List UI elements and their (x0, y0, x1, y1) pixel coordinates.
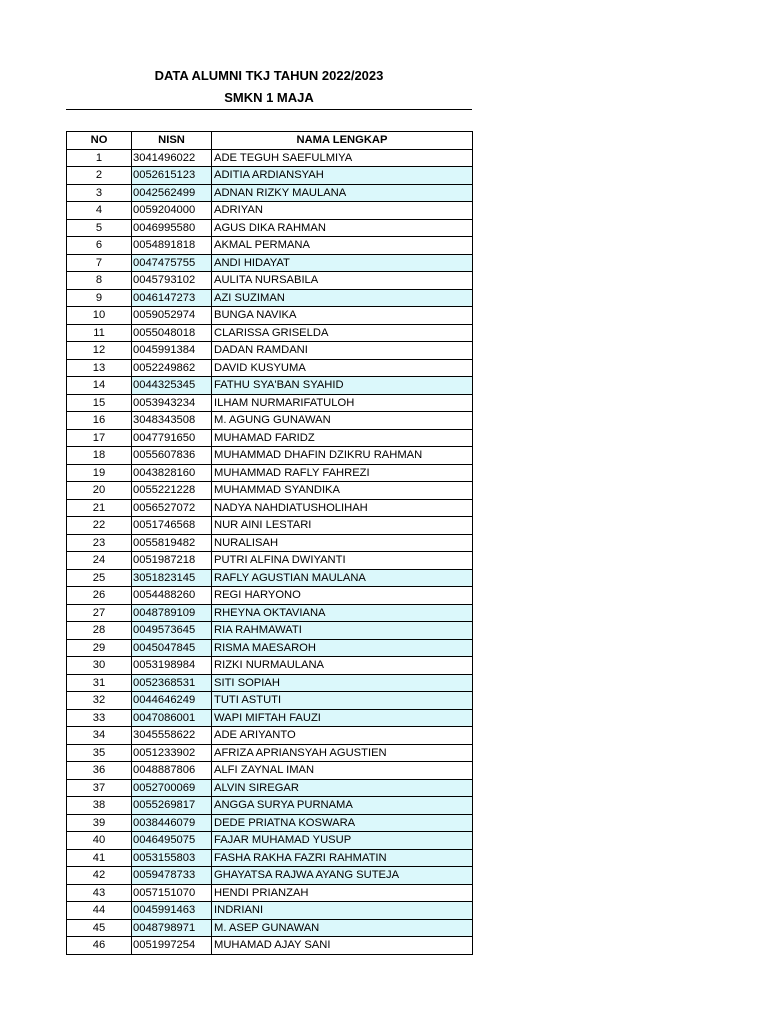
table-row (67, 937, 473, 955)
table-row (67, 429, 473, 447)
table-row (67, 884, 473, 902)
nisn-cell: 0052249862 (132, 359, 212, 377)
row-number-cell: 7 (67, 254, 132, 272)
row-number-cell: 37 (67, 779, 132, 797)
name-cell: ADITIA ARDIANSYAH (212, 167, 473, 185)
row-number-cell: 1 (67, 149, 132, 167)
name-cell: NURALISAH (212, 534, 473, 552)
nisn-cell: 0049573645 (132, 622, 212, 640)
nisn-cell: 0047086001 (132, 709, 212, 727)
table-row (67, 657, 473, 675)
table-row (67, 867, 473, 885)
row-number-cell: 44 (67, 902, 132, 920)
table-row (67, 674, 473, 692)
table-row (67, 849, 473, 867)
table-row (67, 167, 473, 185)
row-number-cell: 45 (67, 919, 132, 937)
nisn-cell: 0046995580 (132, 219, 212, 237)
row-number-cell: 28 (67, 622, 132, 640)
name-cell: ADRIYAN (212, 202, 473, 220)
name-cell: ANDI HIDAYAT (212, 254, 473, 272)
row-number-cell: 29 (67, 639, 132, 657)
row-number-cell: 5 (67, 219, 132, 237)
table-row (67, 762, 473, 780)
table-row (67, 359, 473, 377)
row-number-cell: 11 (67, 324, 132, 342)
row-number-cell: 3 (67, 184, 132, 202)
name-cell: FAJAR MUHAMAD YUSUP (212, 832, 473, 850)
table-row (67, 307, 473, 325)
row-number-cell: 8 (67, 272, 132, 290)
table-row (67, 149, 473, 167)
name-cell: RIZKI NURMAULANA (212, 657, 473, 675)
table-row (67, 499, 473, 517)
alumni-table (66, 131, 473, 955)
nisn-cell: 0045991384 (132, 342, 212, 360)
row-number-cell: 34 (67, 727, 132, 745)
row-number-cell: 20 (67, 482, 132, 500)
name-cell: HENDI PRIANZAH (212, 884, 473, 902)
table-row (67, 604, 473, 622)
nisn-cell: 0055607836 (132, 447, 212, 465)
table-row (67, 534, 473, 552)
name-cell: TUTI ASTUTI (212, 692, 473, 710)
table-row (67, 552, 473, 570)
nisn-cell: 0053943234 (132, 394, 212, 412)
table-row (67, 464, 473, 482)
nisn-cell: 0059204000 (132, 202, 212, 220)
name-cell: PUTRI ALFINA DWIYANTI (212, 552, 473, 570)
name-cell: ALFI ZAYNAL IMAN (212, 762, 473, 780)
nisn-cell: 0051746568 (132, 517, 212, 535)
name-cell: RHEYNA OKTAVIANA (212, 604, 473, 622)
name-cell: AULITA NURSABILA (212, 272, 473, 290)
nisn-cell: 0051987218 (132, 552, 212, 570)
name-cell: WAPI MIFTAH FAUZI (212, 709, 473, 727)
name-cell: M. ASEP GUNAWAN (212, 919, 473, 937)
nisn-cell: 0051233902 (132, 744, 212, 762)
nisn-cell: 0055269817 (132, 797, 212, 815)
table-row (67, 324, 473, 342)
table-row (67, 412, 473, 430)
name-cell: DEDE PRIATNA KOSWARA (212, 814, 473, 832)
nisn-cell: 0038446079 (132, 814, 212, 832)
table-header-row (67, 132, 473, 150)
row-number-cell: 38 (67, 797, 132, 815)
row-number-cell: 16 (67, 412, 132, 430)
nisn-cell: 0059052974 (132, 307, 212, 325)
nisn-cell: 3051823145 (132, 569, 212, 587)
table-row (67, 289, 473, 307)
nisn-cell: 0044325345 (132, 377, 212, 395)
name-cell: ADNAN RIZKY MAULANA (212, 184, 473, 202)
row-number-cell: 6 (67, 237, 132, 255)
document-title: DATA ALUMNI TKJ TAHUN 2022/2023 (154, 68, 384, 83)
row-number-cell: 14 (67, 377, 132, 395)
name-cell: M. AGUNG GUNAWAN (212, 412, 473, 430)
table-row (67, 797, 473, 815)
nisn-cell: 0052615123 (132, 167, 212, 185)
table-row (67, 272, 473, 290)
name-cell: MUHAMAD AJAY SANI (212, 937, 473, 955)
name-cell: FATHU SYA'BAN SYAHID (212, 377, 473, 395)
name-cell: BUNGA NAVIKA (212, 307, 473, 325)
name-cell: SITI SOPIAH (212, 674, 473, 692)
row-number-cell: 43 (67, 884, 132, 902)
nisn-cell: 0047475755 (132, 254, 212, 272)
row-number-cell: 4 (67, 202, 132, 220)
table-row (67, 219, 473, 237)
row-number-cell: 19 (67, 464, 132, 482)
table-row (67, 639, 473, 657)
nisn-cell: 0059478733 (132, 867, 212, 885)
name-cell: NADYA NAHDIATUSHOLIHAH (212, 499, 473, 517)
table-row (67, 814, 473, 832)
table-row (67, 622, 473, 640)
table-body (67, 149, 473, 954)
name-cell: FASHA RAKHA FAZRI RAHMATIN (212, 849, 473, 867)
nisn-cell: 0042562499 (132, 184, 212, 202)
nisn-cell: 0045991463 (132, 902, 212, 920)
nisn-cell: 0048887806 (132, 762, 212, 780)
row-number-cell: 40 (67, 832, 132, 850)
row-number-cell: 36 (67, 762, 132, 780)
nisn-cell: 0053155803 (132, 849, 212, 867)
name-cell: AGUS DIKA RAHMAN (212, 219, 473, 237)
nisn-cell: 3041496022 (132, 149, 212, 167)
table-row (67, 447, 473, 465)
name-cell: CLARISSA GRISELDA (212, 324, 473, 342)
nisn-cell: 0048789109 (132, 604, 212, 622)
table-row (67, 517, 473, 535)
nisn-cell: 3048343508 (132, 412, 212, 430)
row-number-cell: 42 (67, 867, 132, 885)
table-row (67, 482, 473, 500)
name-cell: RAFLY AGUSTIAN MAULANA (212, 569, 473, 587)
name-cell: MUHAMMAD SYANDIKA (212, 482, 473, 500)
row-number-cell: 13 (67, 359, 132, 377)
name-cell: ILHAM NURMARIFATULOH (212, 394, 473, 412)
header-name: NAMA LENGKAP (212, 132, 473, 150)
table-row (67, 779, 473, 797)
row-number-cell: 27 (67, 604, 132, 622)
nisn-cell: 0045793102 (132, 272, 212, 290)
row-number-cell: 10 (67, 307, 132, 325)
row-number-cell: 32 (67, 692, 132, 710)
table-row (67, 237, 473, 255)
header-nisn: NISN (132, 132, 212, 150)
nisn-cell: 0052368531 (132, 674, 212, 692)
name-cell: ADE TEGUH SAEFULMIYA (212, 149, 473, 167)
nisn-cell: 3045558622 (132, 727, 212, 745)
table-row (67, 587, 473, 605)
name-cell: AKMAL PERMANA (212, 237, 473, 255)
row-number-cell: 9 (67, 289, 132, 307)
table-row (67, 184, 473, 202)
row-number-cell: 30 (67, 657, 132, 675)
nisn-cell: 0052700069 (132, 779, 212, 797)
name-cell: ALVIN SIREGAR (212, 779, 473, 797)
row-number-cell: 24 (67, 552, 132, 570)
name-cell: AZI SUZIMAN (212, 289, 473, 307)
name-cell: INDRIANI (212, 902, 473, 920)
nisn-cell: 0048798971 (132, 919, 212, 937)
table-row (67, 727, 473, 745)
row-number-cell: 22 (67, 517, 132, 535)
nisn-cell: 0047791650 (132, 429, 212, 447)
table-row (67, 902, 473, 920)
row-number-cell: 26 (67, 587, 132, 605)
table-row (67, 202, 473, 220)
name-cell: RIA RAHMAWATI (212, 622, 473, 640)
row-number-cell: 2 (67, 167, 132, 185)
nisn-cell: 0043828160 (132, 464, 212, 482)
table-row (67, 254, 473, 272)
nisn-cell: 0057151070 (132, 884, 212, 902)
table-row (67, 342, 473, 360)
table-row (67, 569, 473, 587)
row-number-cell: 41 (67, 849, 132, 867)
header-no: NO (67, 132, 132, 150)
name-cell: MUHAMAD FARIDZ (212, 429, 473, 447)
table-row (67, 709, 473, 727)
row-number-cell: 15 (67, 394, 132, 412)
row-number-cell: 12 (67, 342, 132, 360)
nisn-cell: 0055819482 (132, 534, 212, 552)
row-number-cell: 46 (67, 937, 132, 955)
table-row (67, 394, 473, 412)
row-number-cell: 39 (67, 814, 132, 832)
row-number-cell: 17 (67, 429, 132, 447)
name-cell: MUHAMMAD RAFLY FAHREZI (212, 464, 473, 482)
nisn-cell: 0046147273 (132, 289, 212, 307)
nisn-cell: 0051997254 (132, 937, 212, 955)
row-number-cell: 35 (67, 744, 132, 762)
row-number-cell: 18 (67, 447, 132, 465)
table-row (67, 919, 473, 937)
table-row (67, 832, 473, 850)
title-divider (66, 109, 472, 110)
name-cell: AFRIZA APRIANSYAH AGUSTIEN (212, 744, 473, 762)
table-row (67, 692, 473, 710)
name-cell: RISMA MAESAROH (212, 639, 473, 657)
name-cell: NUR AINI LESTARI (212, 517, 473, 535)
name-cell: ADE ARIYANTO (212, 727, 473, 745)
nisn-cell: 0053198984 (132, 657, 212, 675)
table-row (67, 377, 473, 395)
name-cell: GHAYATSA RAJWA AYANG SUTEJA (212, 867, 473, 885)
nisn-cell: 0044646249 (132, 692, 212, 710)
name-cell: REGI HARYONO (212, 587, 473, 605)
nisn-cell: 0046495075 (132, 832, 212, 850)
row-number-cell: 31 (67, 674, 132, 692)
nisn-cell: 0054488260 (132, 587, 212, 605)
name-cell: ANGGA SURYA PURNAMA (212, 797, 473, 815)
nisn-cell: 0056527072 (132, 499, 212, 517)
document-subtitle: SMKN 1 MAJA (224, 90, 314, 105)
table-row (67, 744, 473, 762)
name-cell: MUHAMMAD DHAFIN DZIKRU RAHMAN (212, 447, 473, 465)
nisn-cell: 0054891818 (132, 237, 212, 255)
row-number-cell: 25 (67, 569, 132, 587)
row-number-cell: 21 (67, 499, 132, 517)
nisn-cell: 0055221228 (132, 482, 212, 500)
name-cell: DADAN RAMDANI (212, 342, 473, 360)
nisn-cell: 0055048018 (132, 324, 212, 342)
name-cell: DAVID KUSYUMA (212, 359, 473, 377)
nisn-cell: 0045047845 (132, 639, 212, 657)
row-number-cell: 33 (67, 709, 132, 727)
row-number-cell: 23 (67, 534, 132, 552)
